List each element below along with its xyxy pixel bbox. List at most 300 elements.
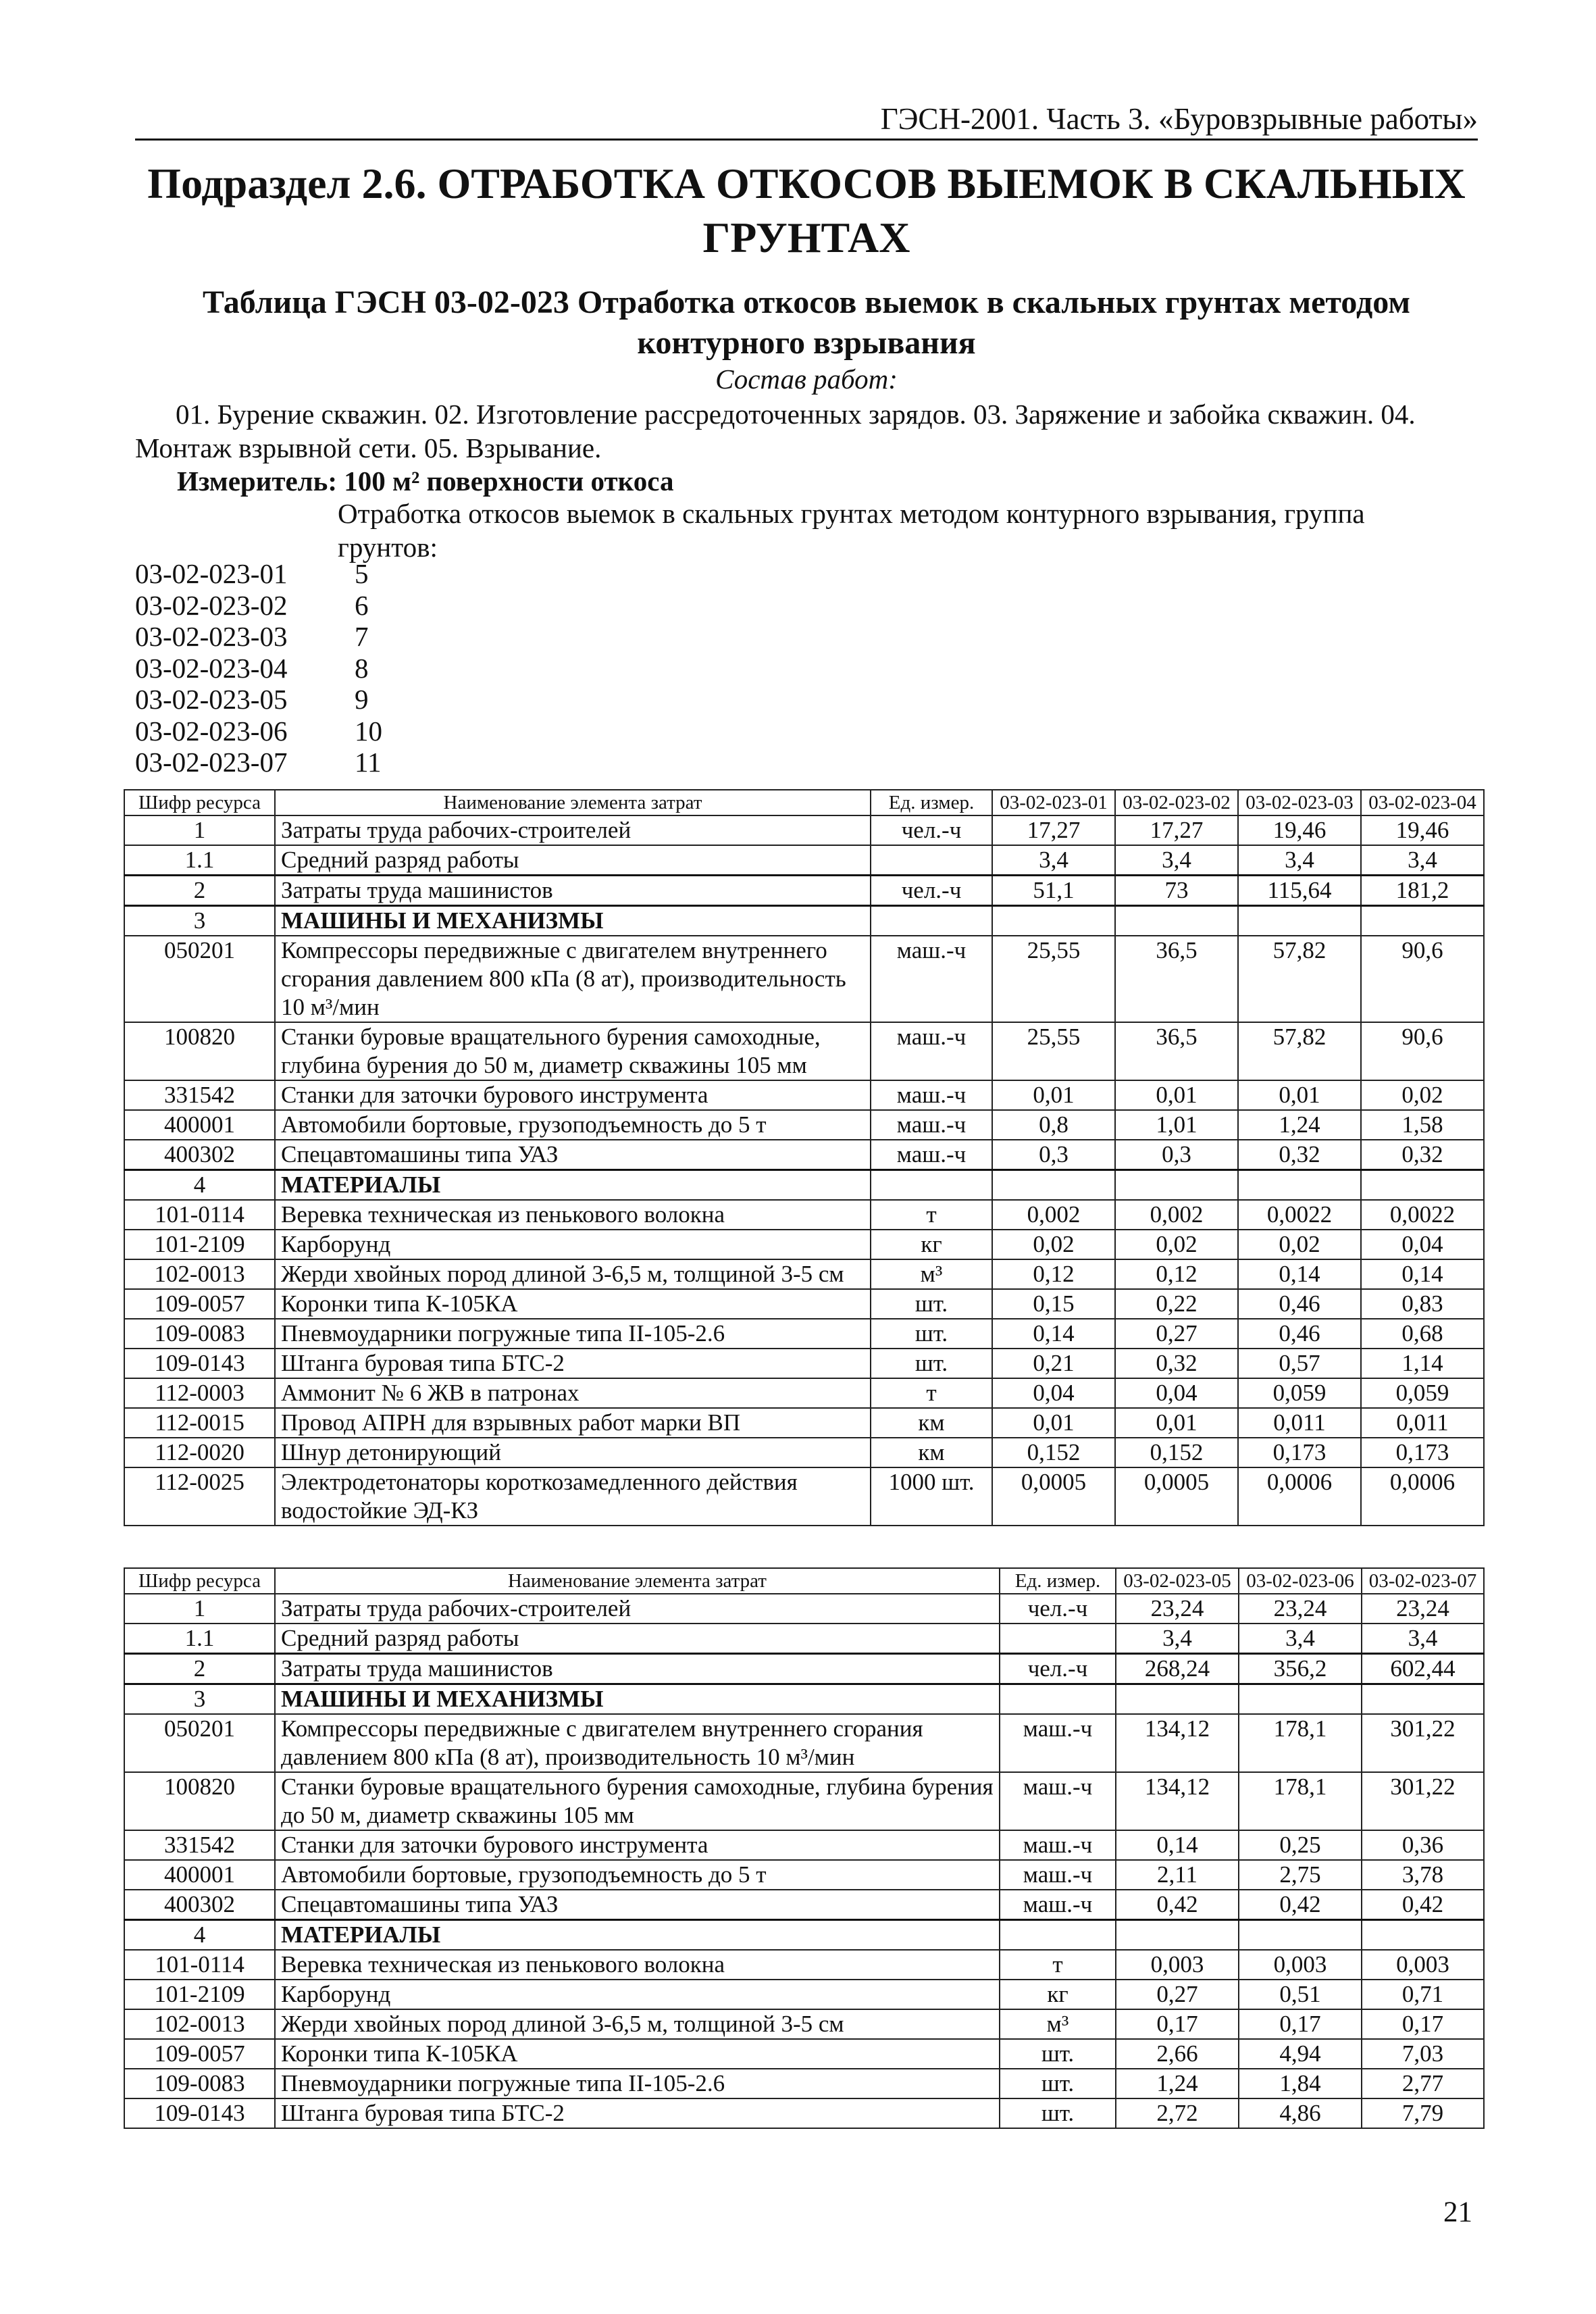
norm-value xyxy=(1115,1170,1238,1201)
norm-value: 0,0006 xyxy=(1361,1467,1484,1526)
norm-value: 3,4 xyxy=(992,845,1115,876)
resource-name: Автомобили бортовые, грузоподъемность до 5 т xyxy=(275,1110,871,1140)
norm-value: 181,2 xyxy=(1361,876,1484,906)
page-number: 21 xyxy=(1443,2196,1472,2228)
norm-value: 0,15 xyxy=(992,1289,1115,1319)
norm-value: 19,46 xyxy=(1361,815,1484,845)
norm-code: 03-02-023-03 xyxy=(135,621,288,652)
unit: т xyxy=(1000,1950,1116,1980)
column-header: Ед. измер. xyxy=(1000,1568,1116,1594)
resource-code: 101-2109 xyxy=(124,1980,275,2009)
soil-group: 6 xyxy=(355,589,369,621)
resource-name: Пневмоударники погружные типа II-105-2.6 xyxy=(275,1319,871,1349)
resource-name: Карборунд xyxy=(275,1230,871,1259)
norm-value: 0,42 xyxy=(1362,1890,1484,1920)
soil-group: 8 xyxy=(355,652,369,684)
norm-value: 0,01 xyxy=(992,1080,1115,1110)
code-list-item xyxy=(135,747,382,778)
norm-value: 3,4 xyxy=(1362,1624,1484,1654)
resource-code: 112-0015 xyxy=(124,1408,275,1438)
table-header-row xyxy=(124,790,1484,815)
table-row xyxy=(124,1684,1484,1715)
norm-value: 90,6 xyxy=(1361,1022,1484,1080)
table-row xyxy=(124,1259,1484,1289)
unit: шт. xyxy=(871,1319,992,1349)
resource-name: МАШИНЫ И МЕХАНИЗМЫ xyxy=(275,906,871,936)
resource-name: Пневмоударники погружные типа II-105-2.6 xyxy=(275,2069,1000,2098)
table-row xyxy=(124,1170,1484,1201)
norm-value: 3,78 xyxy=(1362,1860,1484,1890)
table-row xyxy=(124,845,1484,876)
norm-value: 0,17 xyxy=(1116,2009,1239,2039)
resource-code: 100820 xyxy=(124,1022,275,1080)
unit: т xyxy=(871,1200,992,1230)
norm-value xyxy=(992,906,1115,936)
norm-value: 2,75 xyxy=(1239,1860,1362,1890)
norm-value xyxy=(1239,1684,1362,1715)
norm-value: 19,46 xyxy=(1238,815,1361,845)
norm-value: 57,82 xyxy=(1238,1022,1361,1080)
column-header: Шифр ресурса xyxy=(124,1568,275,1594)
resource-code: 4 xyxy=(124,1920,275,1951)
norm-value: 0,01 xyxy=(992,1408,1115,1438)
unit: км xyxy=(871,1408,992,1438)
norm-value: 0,14 xyxy=(992,1319,1115,1349)
norm-value: 0,46 xyxy=(1238,1289,1361,1319)
table-row xyxy=(124,1654,1484,1684)
table-row xyxy=(124,906,1484,936)
running-head: ГЭСН-2001. Часть 3. «Буровзрывные работы» xyxy=(880,102,1478,136)
resource-name: Компрессоры передвижные с двигателем внутреннего сгорания давлением 800 кПа (8 ат), производительность 10 м³/мин xyxy=(275,936,871,1022)
norm-value: 0,02 xyxy=(1115,1230,1238,1259)
resource-code: 3 xyxy=(124,906,275,936)
resource-name: Затраты труда машинистов xyxy=(275,876,871,906)
column-header: Наименование элемента затрат xyxy=(275,790,871,815)
resource-code: 331542 xyxy=(124,1830,275,1860)
unit: шт. xyxy=(1000,2098,1116,2128)
norm-code: 03-02-023-06 xyxy=(135,715,288,747)
norm-value: 0,57 xyxy=(1238,1349,1361,1378)
soil-group: 5 xyxy=(355,558,369,589)
resource-name: Станки буровые вращательного бурения самоходные, глубина бурения до 50 м, диаметр скважины 105 мм xyxy=(275,1772,1000,1830)
resource-code: 1.1 xyxy=(124,1624,275,1654)
column-header: 03-02-023-02 xyxy=(1115,790,1238,815)
norm-value: 0,0022 xyxy=(1361,1200,1484,1230)
norm-value: 2,66 xyxy=(1116,2039,1239,2069)
measure-unit: Измеритель: 100 м² поверхности откоса xyxy=(177,466,674,497)
norm-value: 23,24 xyxy=(1116,1594,1239,1624)
unit: маш.-ч xyxy=(1000,1890,1116,1920)
norm-code: 03-02-023-02 xyxy=(135,589,288,621)
norm-value: 1,58 xyxy=(1361,1110,1484,1140)
norm-value: 0,01 xyxy=(1115,1408,1238,1438)
table-row xyxy=(124,876,1484,906)
unit xyxy=(871,845,992,876)
norm-code-list xyxy=(135,558,382,778)
norm-value: 134,12 xyxy=(1116,1714,1239,1772)
unit: т xyxy=(871,1378,992,1408)
table-row xyxy=(124,1830,1484,1860)
norm-value xyxy=(1238,906,1361,936)
resource-name: Средний разряд работы xyxy=(275,845,871,876)
norm-value xyxy=(1362,1684,1484,1715)
norm-value: 36,5 xyxy=(1115,936,1238,1022)
norm-value: 73 xyxy=(1115,876,1238,906)
norm-value: 1,24 xyxy=(1116,2069,1239,2098)
resource-name: Карборунд xyxy=(275,1980,1000,2009)
table-row xyxy=(124,2098,1484,2128)
table-row xyxy=(124,1950,1484,1980)
norm-code: 03-02-023-05 xyxy=(135,684,288,715)
table-row xyxy=(124,1080,1484,1110)
norm-value: 268,24 xyxy=(1116,1654,1239,1684)
norm-value: 0,173 xyxy=(1361,1438,1484,1467)
norm-value: 0,46 xyxy=(1238,1319,1361,1349)
norm-value: 25,55 xyxy=(992,936,1115,1022)
resource-name: Штанга буровая типа БТС-2 xyxy=(275,2098,1000,2128)
resource-name: Аммонит № 6 ЖВ в патронах xyxy=(275,1378,871,1408)
resource-code: 1 xyxy=(124,815,275,845)
unit: шт. xyxy=(1000,2039,1116,2069)
norm-value: 57,82 xyxy=(1238,936,1361,1022)
unit: маш.-ч xyxy=(871,1080,992,1110)
table-row xyxy=(124,815,1484,845)
norm-value: 4,94 xyxy=(1239,2039,1362,2069)
norm-value: 0,12 xyxy=(992,1259,1115,1289)
table-row xyxy=(124,1378,1484,1408)
resource-code: 100820 xyxy=(124,1772,275,1830)
norm-value: 0,42 xyxy=(1116,1890,1239,1920)
norm-value xyxy=(1116,1920,1239,1951)
resource-code: 109-0057 xyxy=(124,2039,275,2069)
norm-value: 0,14 xyxy=(1361,1259,1484,1289)
resource-name: Коронки типа К-105КА xyxy=(275,2039,1000,2069)
norm-value: 0,3 xyxy=(992,1140,1115,1170)
resource-name: Электродетонаторы короткозамедленного действия водостойкие ЭД-КЗ xyxy=(275,1467,871,1526)
norm-value: 602,44 xyxy=(1362,1654,1484,1684)
norm-value: 0,32 xyxy=(1115,1349,1238,1378)
norm-value: 3,4 xyxy=(1116,1624,1239,1654)
table-row xyxy=(124,1624,1484,1654)
resource-name: Коронки типа К-105КА xyxy=(275,1289,871,1319)
norm-value: 0,002 xyxy=(992,1200,1115,1230)
resource-code: 101-0114 xyxy=(124,1950,275,1980)
resource-name: Станки для заточки бурового инструмента xyxy=(275,1080,871,1110)
norm-value: 0,04 xyxy=(1115,1378,1238,1408)
norm-value: 2,77 xyxy=(1362,2069,1484,2098)
norm-value: 1,01 xyxy=(1115,1110,1238,1140)
column-header: Шифр ресурса xyxy=(124,790,275,815)
resource-code: 400001 xyxy=(124,1860,275,1890)
resource-name: Затраты труда рабочих-строителей xyxy=(275,1594,1000,1624)
unit: 1000 шт. xyxy=(871,1467,992,1526)
unit: маш.-ч xyxy=(1000,1772,1116,1830)
resource-name: Средний разряд работы xyxy=(275,1624,1000,1654)
resource-code: 4 xyxy=(124,1170,275,1201)
resource-code: 109-0083 xyxy=(124,1319,275,1349)
resource-name: Штанга буровая типа БТС-2 xyxy=(275,1349,871,1378)
unit: маш.-ч xyxy=(871,1110,992,1140)
norm-value: 36,5 xyxy=(1115,1022,1238,1080)
soil-group: 9 xyxy=(355,684,369,715)
resource-table-1 xyxy=(124,789,1485,1526)
subsection-title-line1: Подраздел 2.6. ОТРАБОТКА ОТКОСОВ ВЫЕМОК В СКАЛЬНЫХ xyxy=(147,159,1466,207)
norm-value: 90,6 xyxy=(1361,936,1484,1022)
norm-value: 0,02 xyxy=(1238,1230,1361,1259)
norm-value: 0,173 xyxy=(1238,1438,1361,1467)
norm-value: 1,84 xyxy=(1239,2069,1362,2098)
norm-value: 0,01 xyxy=(1115,1080,1238,1110)
table-title-line1: Таблица ГЭСН 03-02-023 Отработка откосов выемок в скальных грунтах методом xyxy=(202,284,1411,320)
norm-code: 03-02-023-01 xyxy=(135,558,288,589)
norm-value: 23,24 xyxy=(1362,1594,1484,1624)
norm-value: 0,68 xyxy=(1361,1319,1484,1349)
code-list-item xyxy=(135,558,382,590)
table-row xyxy=(124,1140,1484,1170)
soil-group: 10 xyxy=(355,715,382,747)
norm-code: 03-02-023-07 xyxy=(135,747,288,778)
table-row xyxy=(124,1289,1484,1319)
table-row xyxy=(124,1022,1484,1080)
norm-value xyxy=(1116,1684,1239,1715)
table-row xyxy=(124,1920,1484,1951)
norm-value xyxy=(1239,1920,1362,1951)
unit xyxy=(1000,1624,1116,1654)
norm-value: 0,14 xyxy=(1238,1259,1361,1289)
table-row xyxy=(124,936,1484,1022)
soil-group: 7 xyxy=(355,621,369,652)
norm-value: 2,72 xyxy=(1116,2098,1239,2128)
resource-code: 109-0083 xyxy=(124,2069,275,2098)
norm-value: 0,22 xyxy=(1115,1289,1238,1319)
norm-value: 0,04 xyxy=(1361,1230,1484,1259)
resource-name: Автомобили бортовые, грузоподъемность до 5 т xyxy=(275,1860,1000,1890)
unit: шт. xyxy=(1000,2069,1116,2098)
table-row xyxy=(124,2039,1484,2069)
norm-value: 0,0006 xyxy=(1238,1467,1361,1526)
table-row xyxy=(124,1319,1484,1349)
unit: м³ xyxy=(1000,2009,1116,2039)
resource-name: Компрессоры передвижные с двигателем внутреннего сгорания давлением 800 кПа (8 ат), производительность 10 м³/мин xyxy=(275,1714,1000,1772)
work-composition-heading: Состав работ: xyxy=(715,363,898,395)
resource-code: 109-0143 xyxy=(124,2098,275,2128)
norm-value: 0,17 xyxy=(1362,2009,1484,2039)
column-header: Наименование элемента затрат xyxy=(275,1568,1000,1594)
resource-code: 102-0013 xyxy=(124,1259,275,1289)
norm-value: 23,24 xyxy=(1239,1594,1362,1624)
norm-value: 7,79 xyxy=(1362,2098,1484,2128)
resource-name: Станки буровые вращательного бурения самоходные, глубина бурения до 50 м, диаметр скважины 105 мм xyxy=(275,1022,871,1080)
unit: м³ xyxy=(871,1259,992,1289)
norm-value: 0,011 xyxy=(1238,1408,1361,1438)
norm-value: 134,12 xyxy=(1116,1772,1239,1830)
norm-value: 0,51 xyxy=(1239,1980,1362,2009)
norm-value: 0,27 xyxy=(1116,1980,1239,2009)
resource-name: Жерди хвойных пород длиной 3-6,5 м, толщиной 3-5 см xyxy=(275,1259,871,1289)
column-header: 03-02-023-06 xyxy=(1239,1568,1362,1594)
unit: чел.-ч xyxy=(871,876,992,906)
unit: км xyxy=(871,1438,992,1467)
norm-value: 0,01 xyxy=(1238,1080,1361,1110)
table-row xyxy=(124,1860,1484,1890)
norm-value: 7,03 xyxy=(1362,2039,1484,2069)
norm-value: 0,14 xyxy=(1116,1830,1239,1860)
table-title xyxy=(135,282,1478,363)
table-row xyxy=(124,1408,1484,1438)
norm-value: 0,152 xyxy=(992,1438,1115,1467)
norm-value: 0,8 xyxy=(992,1110,1115,1140)
unit: маш.-ч xyxy=(871,1022,992,1080)
subsection-title xyxy=(135,157,1478,265)
norm-value: 0,002 xyxy=(1115,1200,1238,1230)
norm-value: 1,14 xyxy=(1361,1349,1484,1378)
norm-value: 0,02 xyxy=(1361,1080,1484,1110)
resource-name: МАТЕРИАЛЫ xyxy=(275,1920,1000,1951)
table-row xyxy=(124,1980,1484,2009)
norm-value: 2,11 xyxy=(1116,1860,1239,1890)
resource-code: 112-0020 xyxy=(124,1438,275,1467)
resource-code: 109-0143 xyxy=(124,1349,275,1378)
unit: маш.-ч xyxy=(1000,1830,1116,1860)
subsection-title-line2: ГРУНТАХ xyxy=(702,213,910,261)
table-header-row xyxy=(124,1568,1484,1594)
norm-value: 301,22 xyxy=(1362,1714,1484,1772)
unit xyxy=(871,906,992,936)
table-row xyxy=(124,1594,1484,1624)
resource-code: 3 xyxy=(124,1684,275,1715)
norm-value: 178,1 xyxy=(1239,1772,1362,1830)
table-row xyxy=(124,1349,1484,1378)
resource-table-2 xyxy=(124,1567,1485,2129)
resource-code: 102-0013 xyxy=(124,2009,275,2039)
norm-code: 03-02-023-04 xyxy=(135,652,288,684)
unit: кг xyxy=(1000,1980,1116,2009)
resource-code: 109-0057 xyxy=(124,1289,275,1319)
resource-name: Шнур детонирующий xyxy=(275,1438,871,1467)
resource-name: Спецавтомашины типа УАЗ xyxy=(275,1140,871,1170)
norm-value: 0,02 xyxy=(992,1230,1115,1259)
table-row xyxy=(124,1772,1484,1830)
unit: маш.-ч xyxy=(1000,1860,1116,1890)
norm-value: 115,64 xyxy=(1238,876,1361,906)
table-title-line2: контурного взрывания xyxy=(637,325,976,361)
resource-name: Веревка техническая из пенькового волокна xyxy=(275,1200,871,1230)
norm-value: 0,32 xyxy=(1361,1140,1484,1170)
resource-name: Затраты труда рабочих-строителей xyxy=(275,815,871,845)
column-header: Ед. измер. xyxy=(871,790,992,815)
norm-value: 0,25 xyxy=(1239,1830,1362,1860)
unit: чел.-ч xyxy=(1000,1594,1116,1624)
resource-code: 1 xyxy=(124,1594,275,1624)
resource-code: 2 xyxy=(124,876,275,906)
table-row xyxy=(124,1714,1484,1772)
norm-value: 0,011 xyxy=(1361,1408,1484,1438)
norm-value: 17,27 xyxy=(992,815,1115,845)
resource-code: 050201 xyxy=(124,1714,275,1772)
unit: чел.-ч xyxy=(871,815,992,845)
resource-name: Затраты труда машинистов xyxy=(275,1654,1000,1684)
norm-value: 0,42 xyxy=(1239,1890,1362,1920)
column-header: 03-02-023-03 xyxy=(1238,790,1361,815)
norm-value xyxy=(992,1170,1115,1201)
norm-value: 0,0005 xyxy=(1115,1467,1238,1526)
resource-code: 400001 xyxy=(124,1110,275,1140)
column-header: 03-02-023-01 xyxy=(992,790,1115,815)
resource-code: 400302 xyxy=(124,1890,275,1920)
norm-value: 0,0022 xyxy=(1238,1200,1361,1230)
norm-value: 0,152 xyxy=(1115,1438,1238,1467)
norm-value xyxy=(1238,1170,1361,1201)
code-list-item xyxy=(135,621,382,653)
resource-name: МАШИНЫ И МЕХАНИЗМЫ xyxy=(275,1684,1000,1715)
resource-code: 112-0003 xyxy=(124,1378,275,1408)
norm-value: 178,1 xyxy=(1239,1714,1362,1772)
norm-value: 0,003 xyxy=(1116,1950,1239,1980)
code-list-item xyxy=(135,590,382,622)
table-row xyxy=(124,2069,1484,2098)
norm-value xyxy=(1362,1920,1484,1951)
table-row xyxy=(124,1467,1484,1526)
norm-value: 0,32 xyxy=(1238,1140,1361,1170)
norm-value xyxy=(1115,906,1238,936)
table-row xyxy=(124,1110,1484,1140)
norm-value: 3,4 xyxy=(1361,845,1484,876)
resource-name: Станки для заточки бурового инструмента xyxy=(275,1830,1000,1860)
resource-code: 400302 xyxy=(124,1140,275,1170)
norm-value: 0,36 xyxy=(1362,1830,1484,1860)
norm-value: 0,059 xyxy=(1361,1378,1484,1408)
code-list-item xyxy=(135,684,382,715)
resource-code: 101-0114 xyxy=(124,1200,275,1230)
header-rule xyxy=(135,139,1478,141)
norm-value: 3,4 xyxy=(1238,845,1361,876)
table-row xyxy=(124,1230,1484,1259)
table-row xyxy=(124,2009,1484,2039)
column-header: 03-02-023-07 xyxy=(1362,1568,1484,1594)
resource-code: 1.1 xyxy=(124,845,275,876)
norm-value: 0,12 xyxy=(1115,1259,1238,1289)
norm-value: 0,83 xyxy=(1361,1289,1484,1319)
norm-value: 0,21 xyxy=(992,1349,1115,1378)
norm-value: 0,04 xyxy=(992,1378,1115,1408)
table-row xyxy=(124,1438,1484,1467)
resource-code: 2 xyxy=(124,1654,275,1684)
unit: маш.-ч xyxy=(871,1140,992,1170)
resource-name: Жерди хвойных пород длиной 3-6,5 м, толщиной 3-5 см xyxy=(275,2009,1000,2039)
resource-name: Провод АПРН для взрывных работ марки ВП xyxy=(275,1408,871,1438)
unit: маш.-ч xyxy=(1000,1714,1116,1772)
resource-code: 331542 xyxy=(124,1080,275,1110)
resource-code: 112-0025 xyxy=(124,1467,275,1526)
column-header: 03-02-023-05 xyxy=(1116,1568,1239,1594)
unit: кг xyxy=(871,1230,992,1259)
resource-code: 050201 xyxy=(124,936,275,1022)
resource-name: Спецавтомашины типа УАЗ xyxy=(275,1890,1000,1920)
resource-name: Веревка техническая из пенькового волокна xyxy=(275,1950,1000,1980)
norm-value: 0,003 xyxy=(1362,1950,1484,1980)
unit xyxy=(1000,1684,1116,1715)
norm-value: 51,1 xyxy=(992,876,1115,906)
unit: чел.-ч xyxy=(1000,1654,1116,1684)
group-description: Отработка откосов выемок в скальных грунтах методом контурного взрывания, группа грунтов: xyxy=(338,498,1365,563)
unit xyxy=(1000,1920,1116,1951)
norm-value: 4,86 xyxy=(1239,2098,1362,2128)
unit: шт. xyxy=(871,1349,992,1378)
norm-value xyxy=(1361,906,1484,936)
norm-value: 1,24 xyxy=(1238,1110,1361,1140)
norm-value: 0,71 xyxy=(1362,1980,1484,2009)
norm-value: 0,003 xyxy=(1239,1950,1362,1980)
